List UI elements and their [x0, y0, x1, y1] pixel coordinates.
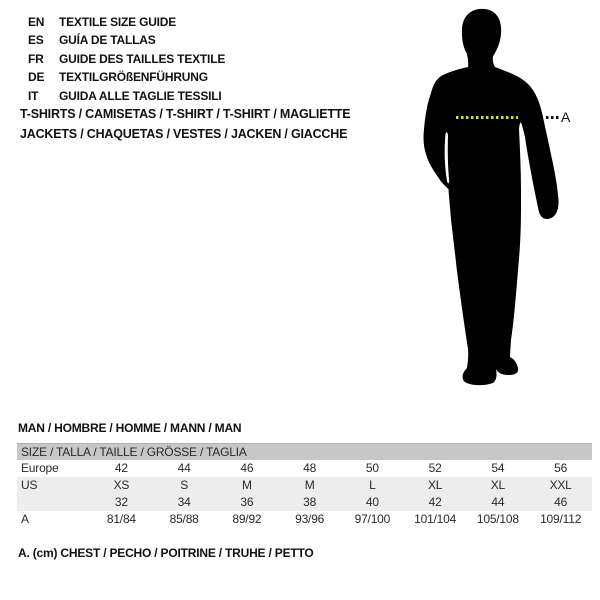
size-table-body: [17, 460, 592, 528]
size-table-cell: 46: [240, 461, 254, 475]
chest-measure-label: A: [561, 109, 571, 125]
language-title: GUIDA ALLE TAGLIE TESSILI: [59, 88, 222, 103]
size-table-row-label: Europe: [21, 461, 59, 475]
size-table-cell: M: [241, 478, 252, 492]
language-row-fr: [28, 50, 225, 68]
measurement-footnote: A. (cm) CHEST / PECHO / POITRINE / TRUHE / PETTO: [18, 546, 314, 560]
size-table-cell: 50: [365, 461, 379, 475]
size-table-cell: 40: [365, 495, 379, 509]
size-table-cell: 56: [554, 461, 568, 475]
size-table-cell: 46: [554, 495, 568, 509]
size-table-row-numeric: [17, 494, 592, 511]
language-code: EN: [28, 15, 45, 29]
size-table-cell: 42: [114, 461, 128, 475]
size-table-cell: 44: [491, 495, 505, 509]
size-table-cell: 48: [303, 461, 317, 475]
language-code: IT: [28, 88, 39, 103]
size-table-cell: 54: [491, 461, 505, 475]
size-table-cell: 101/104: [414, 512, 457, 526]
size-table-cell: 109/112: [540, 512, 582, 526]
chest-measure-leader-dash: [546, 116, 560, 119]
size-table-row-label: [17, 494, 90, 511]
language-row-es: [28, 31, 225, 49]
size-table-cell: S: [180, 478, 189, 492]
garment-type-list: [20, 105, 350, 144]
man-silhouette-icon: [418, 5, 571, 395]
language-code: ES: [28, 33, 44, 48]
size-table-header: SIZE / TALLA / TAILLE / GRÖSSE / TAGLIA: [17, 443, 592, 460]
size-table-cell: 52: [428, 461, 442, 475]
chest-measure-dash-line: [456, 116, 518, 119]
language-code: DE: [28, 70, 45, 85]
size-table-cell: 81/84: [106, 512, 136, 526]
size-table-cell: 97/100: [354, 512, 391, 526]
garment-type-tshirts: T-SHIRTS / CAMISETAS / T-SHIRT / T-SHIRT / MAGLIETTE: [20, 107, 351, 121]
size-table-cell: 34: [177, 495, 191, 509]
section-heading-man: MAN / HOMBRE / HOMME / MANN / MAN: [18, 421, 242, 435]
man-silhouette-figure: [418, 5, 571, 395]
size-table-cell: 89/92: [232, 512, 262, 526]
size-table-cell: 93/96: [295, 512, 325, 526]
size-table-cell: 38: [303, 495, 317, 509]
size-table-cell: 105/108: [476, 512, 519, 526]
size-table-row-label: A: [21, 512, 29, 526]
size-table-cell: 44: [177, 461, 191, 475]
size-table-cell: XS: [113, 478, 130, 492]
size-table-cell: 42: [428, 495, 442, 509]
language-row-en: [28, 13, 225, 31]
size-table-cell: 32: [114, 495, 128, 509]
language-list: [28, 13, 225, 105]
size-table-cell: XL: [490, 478, 506, 492]
size-table-cell: XL: [427, 478, 443, 492]
language-row-it: [28, 87, 225, 105]
language-title: GUIDE DES TAILLES TEXTILE: [59, 51, 226, 66]
size-table-cell: L: [369, 478, 376, 492]
size-table: [17, 443, 592, 528]
garment-type-jackets: JACKETS / CHAQUETAS / VESTES / JACKEN / GIACCHE: [20, 126, 348, 141]
size-table-row-us: [17, 477, 592, 494]
language-title: TEXTILGRÖßENFÜHRUNG: [59, 70, 208, 85]
language-title: TEXTILE SIZE GUIDE: [59, 15, 177, 29]
size-table-row-europe: [17, 460, 592, 477]
size-table-cell: 85/88: [169, 512, 199, 526]
language-code: FR: [28, 51, 44, 66]
size-table-row-a: [17, 511, 592, 528]
size-table-row-label: US: [21, 478, 38, 492]
size-table-cell: XXL: [549, 478, 572, 492]
size-table-cell: 36: [240, 495, 254, 509]
language-row-de: [28, 68, 225, 86]
size-table-cell: M: [304, 478, 315, 492]
language-title: GUÍA DE TALLAS: [59, 33, 156, 48]
